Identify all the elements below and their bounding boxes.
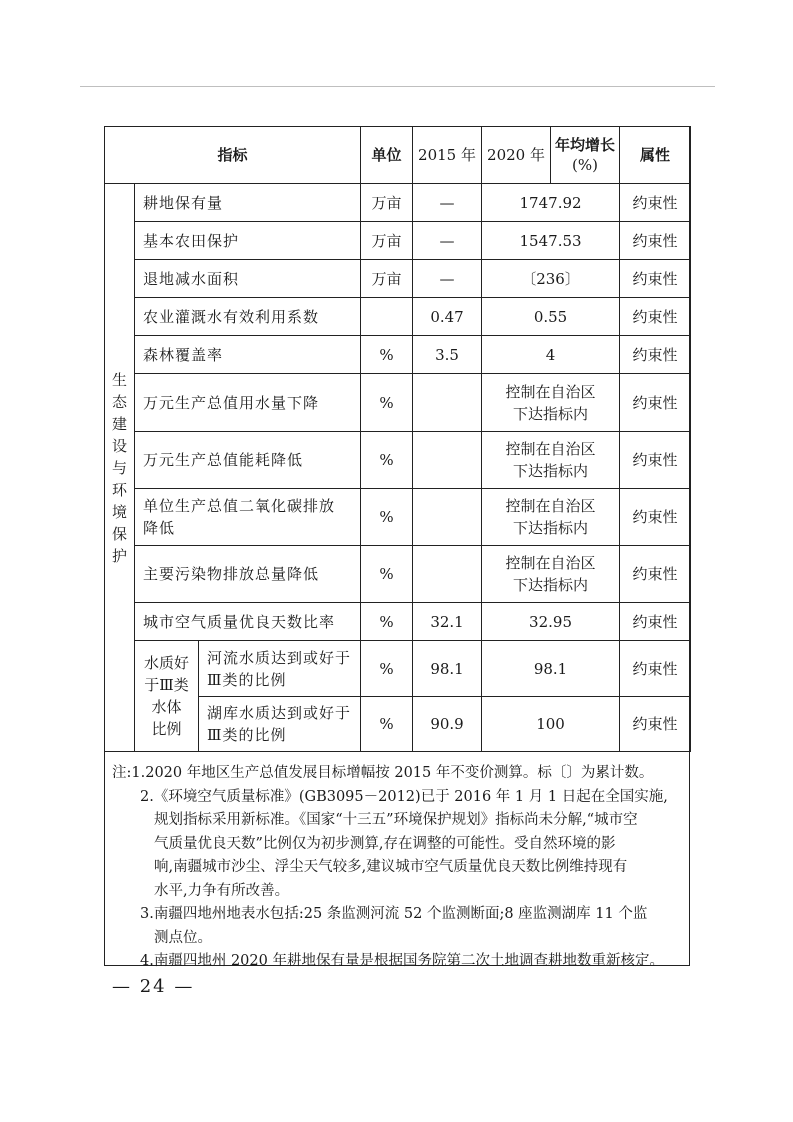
indicator-name: 主要污染物排放总量降低 bbox=[135, 546, 361, 603]
table-row bbox=[105, 489, 691, 546]
indicator-unit bbox=[361, 298, 413, 336]
note-3-line-2: 测点位。 bbox=[154, 929, 212, 946]
value-2020: 32.95 bbox=[482, 603, 620, 641]
note-2-line-1: 2.《环境空气质量标准》(GB3095－2012)已于 2016 年 1 月 1 日起在全国实施, bbox=[140, 788, 668, 805]
indicator-name: 万元生产总值能耗降低 bbox=[135, 432, 361, 489]
indicator-name: 耕地保有量 bbox=[135, 184, 361, 222]
value-2020-line1: 控制在自治区 bbox=[505, 440, 596, 458]
note-3-line-1: 3.南疆四地州地表水包括:25 条监测河流 52 个监测断面;8 座监测湖库 11 个监 bbox=[140, 906, 648, 922]
indicator-name-line1: 单位生产总值二氧化碳排放 bbox=[143, 497, 336, 515]
indicator-unit: % bbox=[361, 432, 413, 489]
indicator-name: 基本农田保护 bbox=[135, 222, 361, 260]
header-row bbox=[105, 127, 691, 184]
indicator-name-line2: Ⅲ类的比例 bbox=[207, 670, 287, 689]
value-2015: — bbox=[413, 222, 482, 260]
header-growth-line2: (%) bbox=[572, 156, 599, 174]
value-2015: 0.47 bbox=[413, 298, 482, 336]
table-row bbox=[105, 603, 691, 641]
indicator-unit: 万亩 bbox=[361, 260, 413, 298]
value-2015 bbox=[413, 374, 482, 432]
value-2020-line1: 控制在自治区 bbox=[505, 554, 596, 572]
header-growth-line1: 年均增长 bbox=[555, 136, 616, 154]
category-char: 与 bbox=[111, 458, 127, 477]
indicator-attr: 约束性 bbox=[620, 697, 691, 752]
page-number: — 24 — bbox=[112, 976, 195, 997]
table-row bbox=[105, 336, 691, 374]
value-2020: 4 bbox=[482, 336, 620, 374]
header-rule bbox=[80, 86, 715, 87]
water-group-line: 比例 bbox=[151, 720, 182, 738]
water-group-line: 水质好 bbox=[143, 654, 189, 672]
value-2015: 98.1 bbox=[413, 641, 482, 697]
value-2015 bbox=[413, 546, 482, 603]
category-char: 环境 bbox=[111, 480, 127, 521]
indicator-table bbox=[104, 126, 691, 752]
indicator-name: 退地减水面积 bbox=[135, 260, 361, 298]
value-2020 bbox=[482, 546, 620, 603]
indicator-attr: 约束性 bbox=[620, 336, 691, 374]
indicator-unit: % bbox=[361, 374, 413, 432]
indicator-name: 农业灌溉水有效利用系数 bbox=[135, 298, 361, 336]
indicator-name bbox=[199, 697, 361, 752]
indicator-name: 森林覆盖率 bbox=[135, 336, 361, 374]
note-2-line-2: 规划指标采用新标准。《国家“十三五”环境保护规划》指标尚未分解,“城市空 bbox=[154, 812, 638, 828]
indicator-attr: 约束性 bbox=[620, 546, 691, 603]
note-2-line-3: 气质量优良天数”比例仅为初步测算,存在调整的可能性。受自然环境的影 bbox=[154, 835, 616, 852]
value-2020-line1: 控制在自治区 bbox=[505, 497, 596, 515]
indicator-unit: % bbox=[361, 697, 413, 752]
indicator-attr: 约束性 bbox=[620, 298, 691, 336]
category-char: 建设 bbox=[111, 414, 127, 455]
indicator-name: 万元生产总值用水量下降 bbox=[135, 374, 361, 432]
indicator-name bbox=[199, 641, 361, 697]
water-group-line: 于Ⅲ类 bbox=[144, 676, 189, 694]
value-2015: 32.1 bbox=[413, 603, 482, 641]
indicator-attr: 约束性 bbox=[620, 184, 691, 222]
indicator-unit: % bbox=[361, 489, 413, 546]
table-row bbox=[105, 432, 691, 489]
value-2015 bbox=[413, 432, 482, 489]
category-char: 保护 bbox=[111, 524, 127, 565]
value-2020: 0.55 bbox=[482, 298, 620, 336]
value-2020-line2: 下达指标内 bbox=[513, 519, 589, 537]
indicator-attr: 约束性 bbox=[620, 489, 691, 546]
table-row bbox=[105, 298, 691, 336]
value-2020-line1: 控制在自治区 bbox=[505, 382, 596, 401]
indicator-name-line1: 河流水质达到或好于 bbox=[207, 648, 352, 667]
value-2020: 98.1 bbox=[482, 641, 620, 697]
table-row bbox=[105, 184, 691, 222]
header-growth bbox=[551, 127, 620, 184]
table-row bbox=[105, 222, 691, 260]
header-2015: 2015 年 bbox=[413, 127, 482, 184]
indicator-unit: 万亩 bbox=[361, 184, 413, 222]
value-2020: 〔236〕 bbox=[482, 260, 620, 298]
value-2015: — bbox=[413, 184, 482, 222]
indicator-name-line2: 降低 bbox=[143, 519, 176, 537]
indicator-unit: % bbox=[361, 603, 413, 641]
indicator-name: 城市空气质量优良天数比率 bbox=[135, 603, 361, 641]
indicator-unit: % bbox=[361, 641, 413, 697]
value-2020 bbox=[482, 374, 620, 432]
indicator-name bbox=[135, 489, 361, 546]
note-4: 4.南疆四地州 2020 年耕地保有量是根据国务院第二次土地调查耕地数重新核定。 bbox=[140, 953, 664, 969]
table-row bbox=[105, 546, 691, 603]
category-char: 生 bbox=[111, 370, 127, 389]
value-2020: 100 bbox=[482, 697, 620, 752]
header-attr: 属性 bbox=[620, 127, 691, 184]
note-1: 注:1.2020 年地区生产总值发展目标增幅按 2015 年不变价测算。标〔〕为累计数。 bbox=[112, 765, 654, 781]
value-2015: 90.9 bbox=[413, 697, 482, 752]
header-indicator: 指标 bbox=[105, 127, 361, 184]
indicator-name-line2: Ⅲ类的比例 bbox=[207, 726, 287, 744]
water-group-label bbox=[135, 641, 199, 752]
indicator-unit: % bbox=[361, 336, 413, 374]
table-row bbox=[105, 641, 691, 697]
value-2020: 1747.92 bbox=[482, 184, 620, 222]
note-2-line-5: 水平,力争有所改善。 bbox=[154, 882, 290, 899]
indicator-attr: 约束性 bbox=[620, 641, 691, 697]
indicator-unit: % bbox=[361, 546, 413, 603]
indicator-attr: 约束性 bbox=[620, 432, 691, 489]
value-2020 bbox=[482, 489, 620, 546]
table-row bbox=[105, 374, 691, 432]
table-notes bbox=[112, 762, 684, 974]
value-2020-line2: 下达指标内 bbox=[513, 404, 589, 423]
value-2020 bbox=[482, 432, 620, 489]
value-2015 bbox=[413, 489, 482, 546]
category-char: 态 bbox=[111, 392, 127, 411]
category-cell bbox=[105, 184, 135, 752]
note-2-line-4: 响,南疆城市沙尘、浮尘天气较多,建议城市空气质量优良天数比例维持现有 bbox=[154, 859, 628, 875]
indicator-attr: 约束性 bbox=[620, 603, 691, 641]
header-2020: 2020 年 bbox=[482, 127, 551, 184]
value-2020-line2: 下达指标内 bbox=[513, 462, 589, 480]
indicator-attr: 约束性 bbox=[620, 222, 691, 260]
water-group-line: 水体 bbox=[151, 698, 182, 716]
header-unit: 单位 bbox=[361, 127, 413, 184]
indicator-unit: 万亩 bbox=[361, 222, 413, 260]
table-row bbox=[105, 260, 691, 298]
indicator-attr: 约束性 bbox=[620, 260, 691, 298]
value-2020-line2: 下达指标内 bbox=[513, 576, 589, 594]
indicator-attr: 约束性 bbox=[620, 374, 691, 432]
indicator-name-line1: 湖库水质达到或好于 bbox=[207, 704, 352, 722]
value-2020: 1547.53 bbox=[482, 222, 620, 260]
value-2015: 3.5 bbox=[413, 336, 482, 374]
value-2015: — bbox=[413, 260, 482, 298]
